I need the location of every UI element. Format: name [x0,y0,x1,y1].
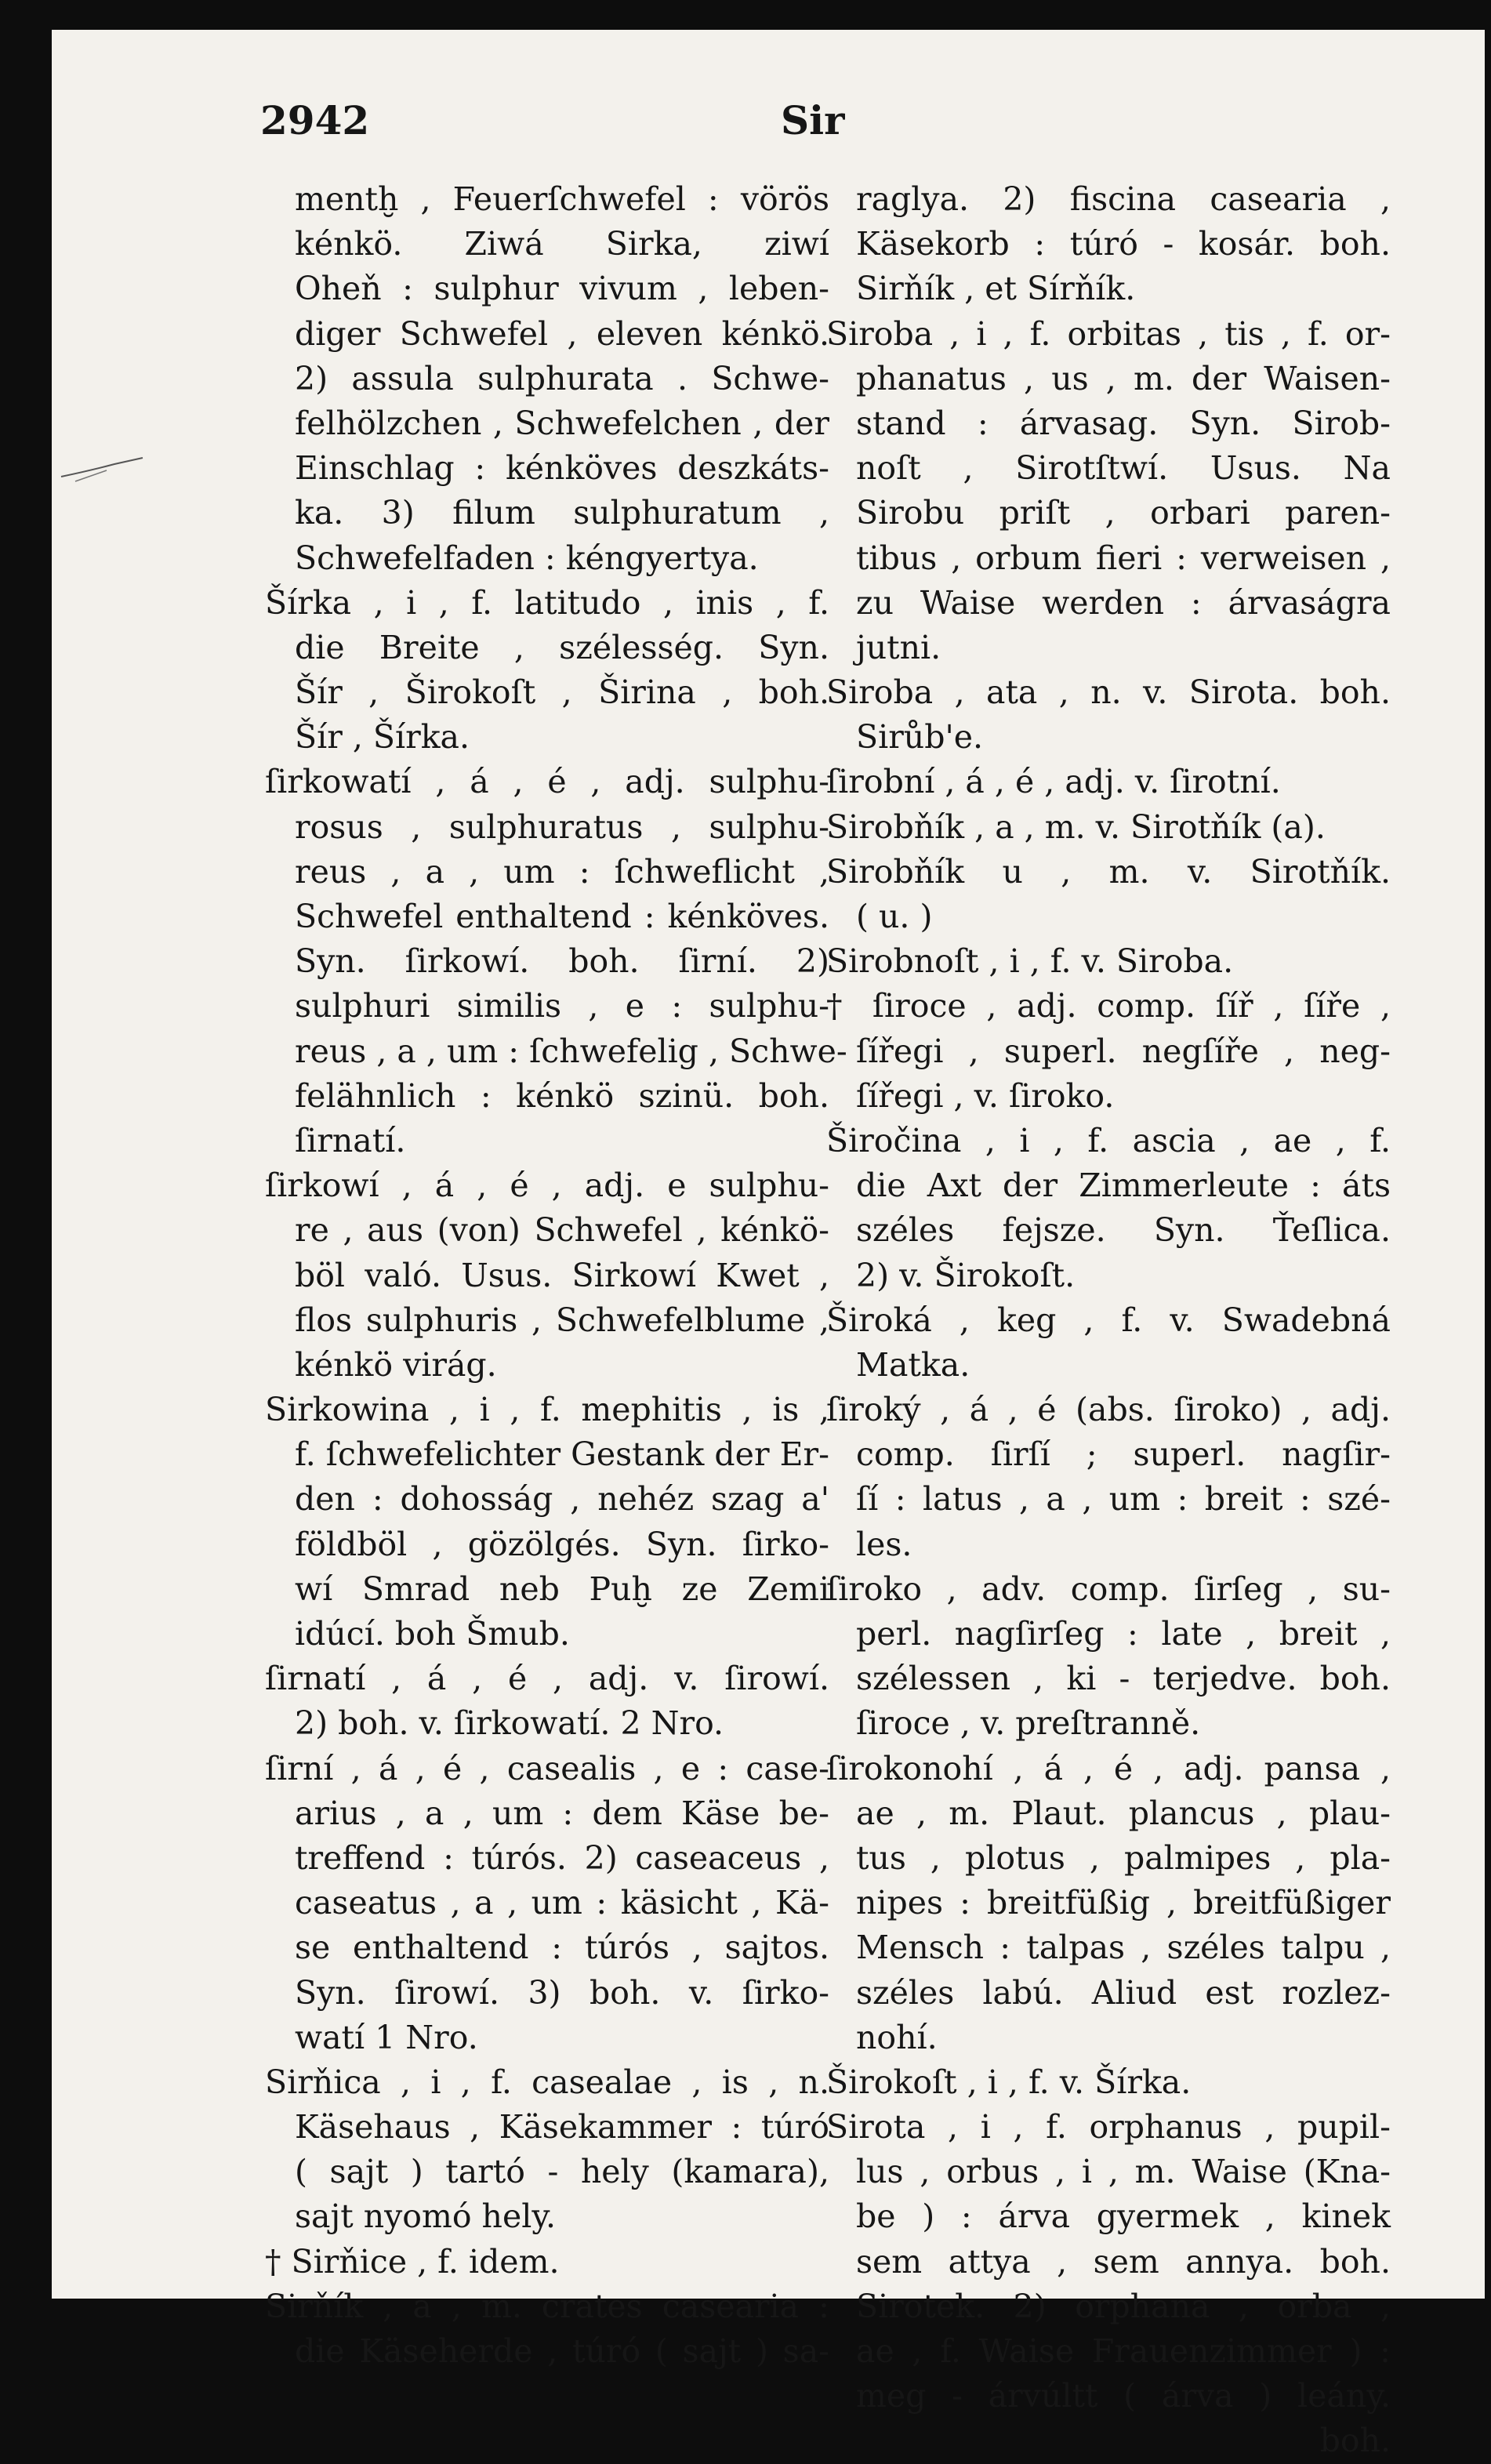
entry-text-line: 2) assula sulphurata . Schwe- [295,359,829,397]
entry-text-line: treffend : túrós. 2) caseaceus , [295,1838,829,1877]
entry-headword-line: ſirkowí , á , é , adj. e sulphu- [265,1167,829,1205]
page-header [52,97,1485,168]
entry-text-line: sajt nyomó hely. [295,2197,557,2236]
entry-text-line: ka. 3) filum sulphuratum , [295,494,829,532]
entry-text-line: széles fejsze. Syn. Ťeſlica. [856,1211,1391,1250]
entry-headword-line: Široká , keg , f. v. Swadebná [826,1301,1391,1339]
entry-text-line: noſt , Sirotſtwí. Usus. Na [856,449,1391,488]
entry-text-line: zu Waise werden : árvaságra [856,583,1391,622]
entry-text-line: diger Schwefel , eleven kénkö. [295,314,829,353]
entry-text-line: Käsehaus , Käsekammer : túró [295,2108,829,2146]
entry-text-line: nohí. [856,2018,938,2056]
entry-text-line: Syn. ſirkowí. boh. ſirní. 2) [295,942,829,981]
entry-text-line: be ) : árva gyermek , kinek [856,2197,1391,2236]
entry-text-line: arius , a , um : dem Käse be- [295,1794,829,1832]
entry-text-line: Syn. ſirowí. 3) boh. v. ſirko- [295,1973,829,2012]
entry-text-line: se enthaltend : túrós , sajtos. [295,1929,829,1967]
entry-text-line: ſí : latus , a , um : breit : szé- [856,1480,1391,1519]
entry-text-line: Käsekorb : túró - kosár. boh. [856,225,1391,263]
entry-text-line: Einschlag : kénköves deszkáts- [295,449,829,488]
entry-headword-line: ſiroko , adv. comp. ſirſeg , su- [826,1569,1391,1608]
entry-text-line: stand : árvasag. Syn. Sirob- [856,404,1391,442]
entry-text-line: Oheň : sulphur vivum , leben- [295,270,829,308]
entry-text-line: Schwefel enthaltend : kénköves. [295,898,829,935]
left-column [265,177,847,2374]
entry-text-line: sem attya , sem annya. boh. [856,2242,1391,2281]
entry-text-line: Sirobu priſt , orbari paren- [856,494,1391,532]
entry-text-line: rosus , sulphuratus , sulphu- [295,807,829,846]
entry-text-line: jutni. [856,628,941,666]
entry-text-line: ſířegi , superl. negſíře , neg- [856,1032,1391,1070]
entry-text-line: 2) boh. v. ſirkowatí. 2 Nro. [295,1704,724,1743]
entry-text-line: lus , orbus , i , m. Waise (Kna- [856,2153,1391,2191]
entry-headword-line: Siroba , ata , n. v. Sirota. boh. [826,673,1391,712]
entry-headword-line: Sirňica , i , f. casealae , is , n. [265,2063,829,2101]
entry-text-line: den : dohosság , nehéz szag a' [295,1480,829,1519]
entry-text-line: tibus , orbum fieri : verweisen , [856,539,1391,577]
entry-text-line: nipes : breitfüßig , breitfüßiger [856,1884,1391,1922]
running-head: Sir [781,97,845,143]
entry-text-line: comp. ſirſí ; superl. nagſir- [856,1435,1391,1474]
entry-text-line: die Breite , szélesség. Syn. [295,628,829,666]
entry-text-line: phanatus , us , m. der Waisen- [856,359,1391,397]
entry-text-line: széles labú. Aliud est rozlez- [856,1973,1391,2012]
entry-headword-line: Sirobňík , a , m. v. Sirotňík (a). [826,807,1326,846]
entry-headword-line: Širokoſt , i , f. v. Šírka. [826,2063,1192,2101]
entry-text-line: Šír , Šírka. [295,718,470,757]
entry-text-line: sulphuri similis , e : sulphu- [295,987,829,1025]
entry-text-line: Schwefelfaden : kéngyertya. [295,539,759,577]
entry-text-line: idúcí. boh Šmub. [295,1615,570,1653]
entry-text-line: caseatus , a , um : käsicht , Kä- [295,1884,829,1922]
entry-text-line: boh. [1319,2422,1391,2460]
entry-headword-line: Širočina , i , f. ascia , ae , f. [826,1121,1391,1159]
entry-text-line: re , aus (von) Schwefel , kénkö- [295,1211,829,1250]
dictionary-page [52,30,1485,2460]
entry-headword-line: ſiroký , á , é (abs. ſiroko) , adj. [826,1391,1391,1429]
entry-text-line: böl való. Usus. Sirkowí Kwet , [295,1256,829,1294]
entry-text-line: földböl , gözölgés. Syn. ſirko- [295,1525,829,1563]
entry-text-line: les. [856,1525,912,1563]
entry-text-line: ſiroce , v. preſtranně. [856,1704,1201,1743]
entry-headword-line: Sirota , i , f. orphanus , pupil- [826,2108,1391,2146]
entry-text-line: perl. nagſirſeg : late , breit , [856,1615,1391,1653]
entry-text-line: watí 1 Nro. [295,2018,478,2056]
entry-headword-line: ſirobní , á , é , adj. v. ſirotní. [826,763,1281,801]
entry-text-line: Sirůb'e. [856,718,984,757]
entry-text-line: ( sajt ) tartó - hely (kamara), [295,2153,829,2191]
entry-text-line: tus , plotus , palmipes , pla- [856,1838,1391,1877]
page-number: 2942 [260,97,370,143]
entry-headword-line: Sirobnoſt , i , f. v. Siroba. [826,942,1234,981]
entry-text-line: reus , a , um : ſchwefelig , Schwe- [295,1032,847,1070]
entry-headword-line: Siroba , i , f. orbitas , tis , f. or- [826,314,1391,353]
entry-headword-line: Sirkowina , i , f. mephitis , is , [265,1391,829,1429]
entry-text-line: ſirnatí. [295,1121,406,1159]
entry-text-line: Sirňík , et Sírňík. [856,270,1136,308]
entry-text-line: ae , m. Plaut. plancus , plau- [856,1794,1391,1832]
entry-text-line: reus , a , um : ſchweflicht , [295,852,829,891]
entry-text-line: Mensch : talpas , széles talpu , [856,1929,1391,1967]
entry-headword-line: Šírka , i , f. latitudo , inis , f. [265,583,829,622]
entry-text-line: kénkö virág. [295,1345,497,1384]
entry-text-line: ( u. ) [856,898,933,935]
right-column [826,177,1391,2464]
entry-text-line: Sirotek. 2) orphana , orba , [856,2287,1391,2325]
entry-headword-line: † ſiroce , adj. comp. ſíř , ſíře , [826,987,1391,1025]
entry-text-line: flos sulphuris , Schwefelblume , [295,1301,829,1339]
entry-text-line: die Käseherde , túró ( sajt ) sa- [295,2332,829,2370]
entry-text-line: meg - árvúltt ( árva ) leány. [856,2377,1391,2415]
entry-headword-line: ſirní , á , é , casealis , e : case- [265,1749,829,1787]
entry-headword-line: † Sirňice , f. idem. [265,2242,560,2281]
entry-headword-line: Sirobňík u , m. v. Sirotňík. [826,852,1391,891]
entry-text-line: felähnlich : kénkö szinü. boh. [295,1076,829,1115]
entry-headword-line: ſirkowatí , á , é , adj. sulphu- [265,763,829,801]
entry-text-line: die Axt der Zimmerleute : áts [856,1167,1391,1205]
entry-text-line: szélessen , ki - terjedve. boh. [856,1660,1391,1698]
entry-text-line: ae , f. Waise Frauenzimmer ) : [856,2332,1391,2370]
margin-pencil-mark [60,453,146,484]
entry-text-line: Matka. [856,1345,970,1384]
entry-headword-line: ſirokonohí , á , é , adj. pansa , [826,1749,1391,1787]
entry-text-line: kénkö. Ziwá Sirka, ziwí [295,225,829,263]
entry-text-line: f. ſchwefelichter Gestank der Er- [295,1435,829,1474]
entry-text-line: raglya. 2) fiscina casearia , [856,180,1391,218]
entry-text-line: mentḫ , Feuerſchwefel : vörös [295,180,829,218]
entry-text-line: Šír , Širokoſt , Širina , boh. [295,673,829,712]
entry-text-line: felhölzchen , Schwefelchen , der [295,404,829,442]
entry-text-line: 2) v. Širokoſt. [856,1256,1076,1294]
entry-text-line: wí Smrad neb Puḫ ze Zemi [295,1569,829,1608]
entry-text-line: ſířegi , v. ſiroko. [856,1076,1115,1115]
entry-headword-line: ſirnatí , á , é , adj. v. ſirowí. [265,1660,829,1698]
entry-headword-line: Sirňík , a , m. crates casearia : [265,2287,829,2325]
